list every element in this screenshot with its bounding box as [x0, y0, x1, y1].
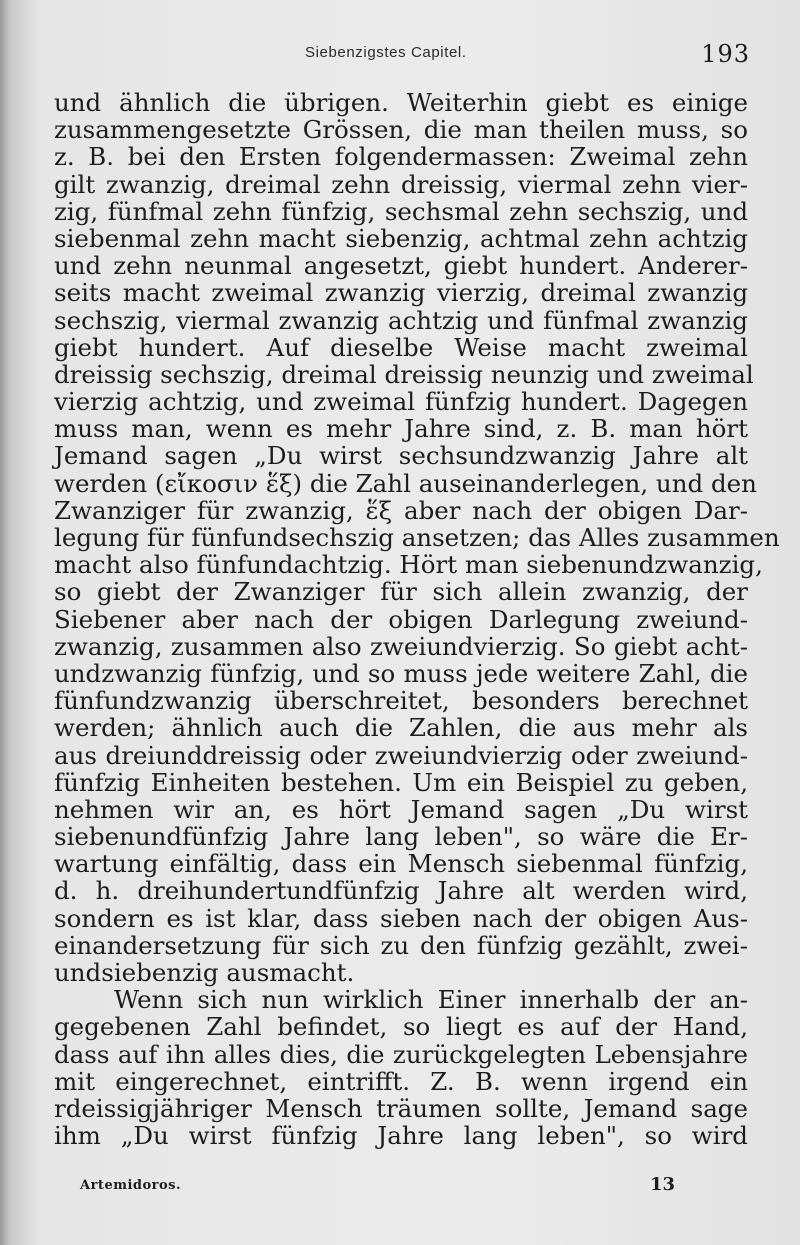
text-line: so giebt der Zwanziger für sich allein zwanzig, der — [54, 577, 748, 607]
text-line: Jemand sagen „Du wirst sechsundzwanzig Jahre alt — [54, 441, 748, 471]
text-line: fünfzig Einheiten bestehen. Um ein Beispiel zu geben, — [54, 767, 748, 797]
text-line: werden (εἴκοσιν ἕξ) die Zahl auseinanderlegen, und den — [54, 468, 757, 498]
text-line: dreissig sechszig, dreimal dreissig neunzig und zweimal — [54, 359, 754, 389]
text-line: z. B. bei den Ersten folgendermassen: Zweimal zehn — [54, 142, 748, 172]
text-line: und ähnlich die übrigen. Weiterhin giebt es einige — [54, 88, 748, 117]
text-line: und zehn neunmal angesetzt, giebt hundert. Anderer- — [54, 251, 748, 281]
text-line: einandersetzung für sich zu den fünfzig gezählt, zwei- — [54, 930, 748, 960]
text-line: werden; ähnlich auch die Zahlen, die aus mehr als — [54, 713, 748, 743]
text-line: rdeissigjähriger Mensch träumen sollte, Jemand sage — [54, 1093, 748, 1123]
body-text — [54, 88, 780, 1151]
text-line: legung für fünfundsechszig ansetzen; das Alles zusammen — [54, 523, 780, 552]
printer-signature: Artemidoros. — [80, 1178, 182, 1193]
text-line: nehmen wir an, es hört Jemand sagen „Du wirst — [54, 794, 748, 824]
text-line: mit eingerechnet, eintrifft. Z. B. wenn irgend ein — [54, 1066, 748, 1096]
text-line: wartung einfältig, dass ein Mensch siebenmal fünfzig, — [54, 849, 748, 879]
text-line: zwanzig, zusammen also zweiundvierzig. So giebt acht- — [54, 631, 748, 661]
text-line: Wenn sich nun wirklich Einer innerhalb der an- — [114, 985, 748, 1015]
text-line: gegebenen Zahl befindet, so liegt es auf der Hand, — [54, 1012, 748, 1042]
text-line: Zwanziger für zwanzig, ἕξ aber nach der obigen Dar- — [54, 495, 748, 525]
text-line: sondern es ist klar, dass sieben nach der obigen Aus- — [54, 903, 748, 933]
text-line: aus dreiunddreissig oder zweiundvierzig oder zweiund- — [54, 740, 748, 770]
text-line: siebenundfünfzig Jahre lang leben", so wäre die Er- — [54, 822, 748, 852]
text-line: undsiebenzig ausmacht. — [54, 958, 355, 987]
text-line: zig, fünfmal zehn fünfzig, sechsmal zehn sechszig, und — [54, 196, 748, 226]
text-line: giebt hundert. Auf dieselbe Weise macht zweimal — [54, 332, 748, 362]
text-line: sechszig, viermal zwanzig achtzig und fünfmal zwanzig — [54, 305, 748, 335]
text-line: macht also fünfundachtzig. Hört man siebenundzwanzig, — [54, 550, 763, 580]
text-line: vierzig achtzig, und zweimal fünfzig hundert. Dagegen — [54, 387, 748, 417]
text-line: zusammengesetzte Grössen, die man theilen muss, so — [54, 115, 748, 145]
text-line: Siebener aber nach der obigen Darlegung zweiund- — [54, 604, 748, 634]
text-line: muss man, wenn es mehr Jahre sind, z. B. man hört — [54, 414, 748, 444]
text-line: undzwanzig fünfzig, und so muss jede weitere Zahl, die — [54, 658, 748, 688]
page-footer — [80, 1170, 700, 1200]
text-line: fünfundzwanzig überschreitet, besonders berechnet — [54, 686, 748, 716]
page-header — [55, 40, 750, 70]
text-line: dass auf ihn alles dies, die zurückgelegten Lebensjahre — [54, 1039, 748, 1069]
text-line: d. h. dreihundertundfünfzig Jahre alt werden wird, — [54, 876, 748, 906]
sheet-number: 13 — [650, 1174, 676, 1195]
text-line: seits macht zweimal zwanzig vierzig, dreimal zwanzig — [54, 278, 748, 308]
text-line: ihm „Du wirst fünfzig Jahre lang leben", so wird — [54, 1121, 748, 1151]
page-number: 193 — [701, 40, 750, 68]
running-head: Siebenzigstes Capitel. — [305, 44, 467, 61]
text-line: gilt zwanzig, dreimal zehn dreissig, viermal zehn vier- — [54, 169, 748, 199]
text-line: siebenmal zehn macht siebenzig, achtmal zehn achtzig — [54, 223, 748, 253]
